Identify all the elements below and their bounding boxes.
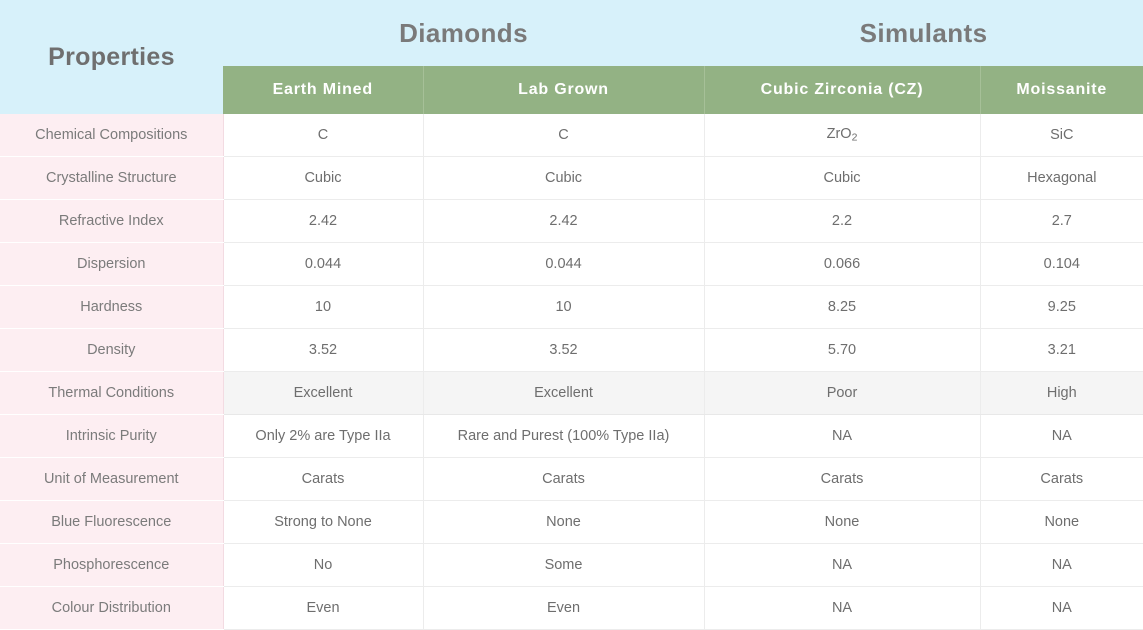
cell-value: Carats — [704, 458, 980, 501]
row-property-label: Phosphorescence — [0, 544, 223, 587]
table-row — [0, 415, 1143, 458]
row-property-label: Unit of Measurement — [0, 458, 223, 501]
cell-value: Even — [223, 587, 423, 630]
cell-value: Only 2% are Type IIa — [223, 415, 423, 458]
cell-value: ZrO$_2$ — [704, 114, 980, 157]
column-header-lab-grown: Lab Grown — [423, 66, 704, 114]
column-header-moissanite: Moissanite — [980, 66, 1143, 114]
cell-value: 2.42 — [423, 200, 704, 243]
cell-value: 3.52 — [223, 329, 423, 372]
table-row — [0, 458, 1143, 501]
cell-value: Cubic — [704, 157, 980, 200]
cell-value: Excellent — [423, 372, 704, 415]
column-header-earth-mined: Earth Mined — [223, 66, 423, 114]
cell-value: SiC — [980, 114, 1143, 157]
table-row — [0, 114, 1143, 157]
table-row — [0, 329, 1143, 372]
row-property-label: Hardness — [0, 286, 223, 329]
cell-value: Rare and Purest (100% Type IIa) — [423, 415, 704, 458]
row-property-label: Density — [0, 329, 223, 372]
cell-value: Even — [423, 587, 704, 630]
cell-value: 0.104 — [980, 243, 1143, 286]
cell-value: Some — [423, 544, 704, 587]
cell-value: 10 — [223, 286, 423, 329]
cell-value: C — [223, 114, 423, 157]
cell-value: NA — [980, 415, 1143, 458]
cell-value: C — [423, 114, 704, 157]
row-property-label: Intrinsic Purity — [0, 415, 223, 458]
row-property-label: Thermal Conditions — [0, 372, 223, 415]
cell-value: 2.2 — [704, 200, 980, 243]
cell-value: 0.066 — [704, 243, 980, 286]
row-property-label: Chemical Compositions — [0, 114, 223, 157]
table-row — [0, 200, 1143, 243]
row-property-label: Colour Distribution — [0, 587, 223, 630]
table-row — [0, 372, 1143, 415]
cell-value: High — [980, 372, 1143, 415]
table-row — [0, 286, 1143, 329]
table-body — [0, 114, 1143, 630]
row-property-label: Dispersion — [0, 243, 223, 286]
cell-value: 3.52 — [423, 329, 704, 372]
row-property-label: Refractive Index — [0, 200, 223, 243]
cell-value: Hexagonal — [980, 157, 1143, 200]
table-row — [0, 544, 1143, 587]
cell-value: 2.42 — [223, 200, 423, 243]
cell-value: None — [423, 501, 704, 544]
cell-value: NA — [980, 587, 1143, 630]
cell-value: 9.25 — [980, 286, 1143, 329]
table-row — [0, 243, 1143, 286]
cell-value: Carats — [980, 458, 1143, 501]
cell-value: None — [704, 501, 980, 544]
group-header-diamonds: Diamonds — [223, 0, 704, 66]
row-property-label: Blue Fluorescence — [0, 501, 223, 544]
cell-value: Strong to None — [223, 501, 423, 544]
cell-value: 3.21 — [980, 329, 1143, 372]
cell-value: Cubic — [223, 157, 423, 200]
cell-value: NA — [704, 544, 980, 587]
group-header-simulants: Simulants — [704, 0, 1143, 66]
column-header-cubic-zirconia: Cubic Zirconia (CZ) — [704, 66, 980, 114]
table-row — [0, 501, 1143, 544]
cell-value: NA — [704, 587, 980, 630]
cell-value: 5.70 — [704, 329, 980, 372]
row-property-label: Crystalline Structure — [0, 157, 223, 200]
cell-value: Carats — [223, 458, 423, 501]
header-group-row — [0, 0, 1143, 66]
cell-value: Cubic — [423, 157, 704, 200]
cell-value: Poor — [704, 372, 980, 415]
cell-value: NA — [704, 415, 980, 458]
cell-value: 0.044 — [223, 243, 423, 286]
cell-value: None — [980, 501, 1143, 544]
cell-value: No — [223, 544, 423, 587]
cell-value: NA — [980, 544, 1143, 587]
cell-value: 0.044 — [423, 243, 704, 286]
table-header — [0, 0, 1143, 114]
table-row — [0, 157, 1143, 200]
properties-header-cell: Properties — [0, 0, 223, 114]
cell-value: 2.7 — [980, 200, 1143, 243]
cell-value: 10 — [423, 286, 704, 329]
cell-value: Carats — [423, 458, 704, 501]
cell-value: Excellent — [223, 372, 423, 415]
cell-value: 8.25 — [704, 286, 980, 329]
table-row — [0, 587, 1143, 630]
